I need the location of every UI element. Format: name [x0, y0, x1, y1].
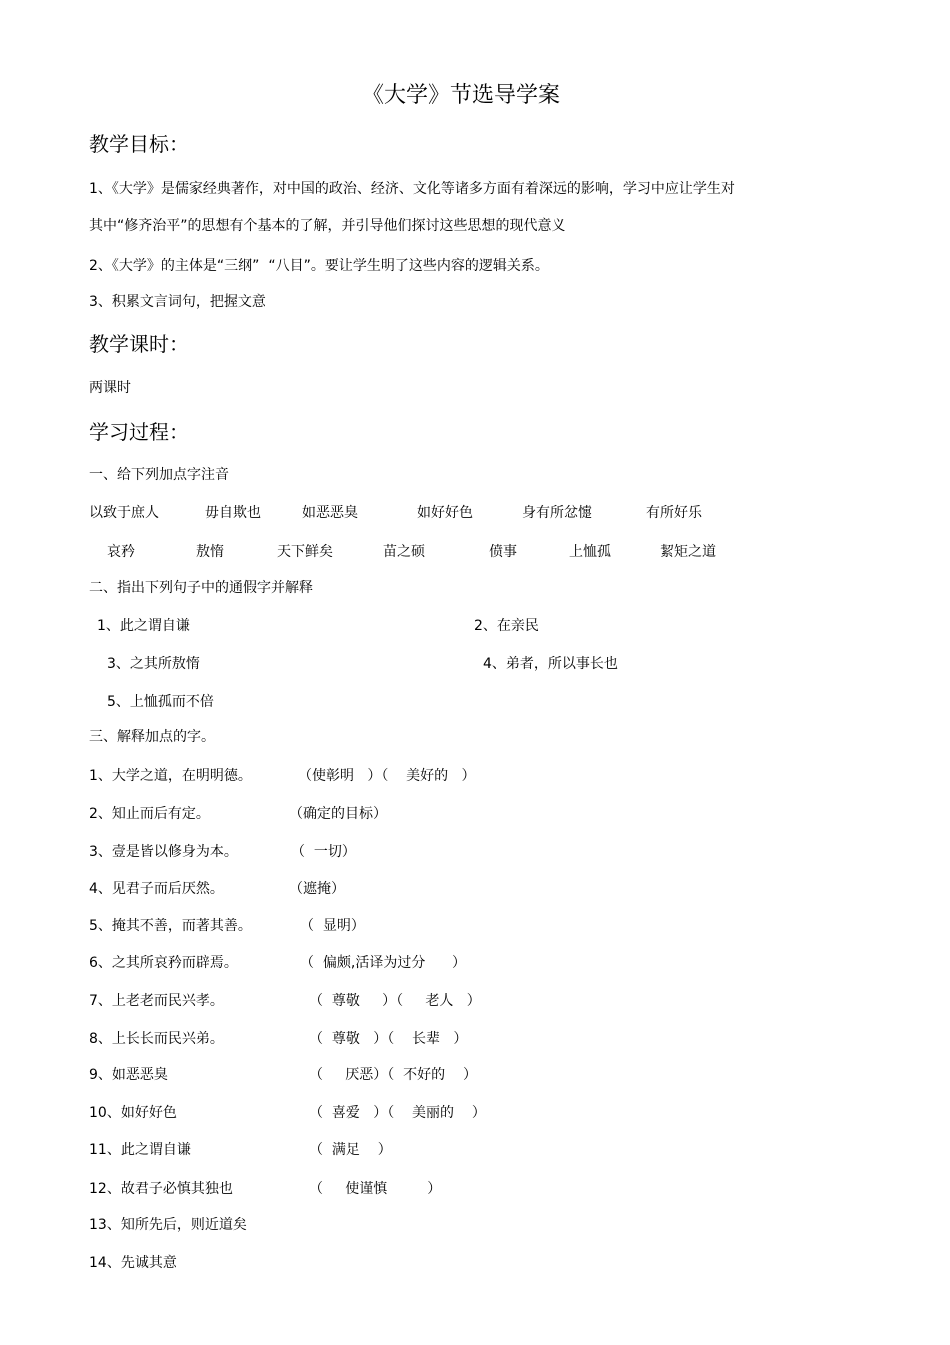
tongjia-item: 5、上恤孤而不倍	[107, 694, 214, 710]
pinyin-word: 上恤孤	[569, 544, 611, 560]
explain-question: 7、上老老而民兴孝。	[89, 993, 224, 1009]
explain-answer: （ 满足 ）	[309, 1142, 392, 1158]
explain-question: 13、知所先后，则近道矣	[89, 1217, 247, 1233]
tongjia-item: 2、在亲民	[474, 618, 539, 634]
tongjia-item: 1、此之谓自谦	[97, 618, 190, 634]
process-heading: 学习过程：	[89, 420, 189, 444]
explain-answer: （确定的目标）	[289, 806, 387, 822]
explain-question: 8、上长长而民兴弟。	[89, 1031, 224, 1047]
goal-3: 3、积累文言词句，把握文意	[89, 294, 266, 310]
explain-answer: （遮掩）	[289, 881, 345, 897]
goal-1-line-1: 1、《大学》是儒家经典著作，对中国的政治、经济、文化等诸多方面有着深远的影响，学习中应让学生对	[89, 181, 735, 197]
explain-question: 5、掩其不善，而著其善。	[89, 918, 252, 934]
pinyin-word: 天下鲜矣	[277, 544, 333, 560]
pinyin-word: 偾事	[489, 544, 517, 560]
explain-answer: （ 偏颇,活译为过分 ）	[300, 955, 467, 971]
explain-question: 12、故君子必慎其独也	[89, 1181, 233, 1197]
goal-2: 2、《大学》的主体是“三纲” “八目”。要让学生明了这些内容的逻辑关系。	[89, 258, 549, 274]
explain-answer: （使彰明 ）（ 美好的 ）	[298, 768, 476, 784]
pinyin-word: 絜矩之道	[660, 544, 716, 560]
explain-question: 3、壹是皆以修身为本。	[89, 844, 238, 860]
explain-question: 11、此之谓自谦	[89, 1142, 191, 1158]
explain-question: 9、如恶恶臭	[89, 1067, 168, 1083]
explain-answer: （ 喜爱 ）（ 美丽的 ）	[309, 1105, 486, 1121]
explain-answer: （ 厌恶）（ 不好的 ）	[309, 1067, 477, 1083]
tongjia-item: 3、之其所敖惰	[107, 656, 200, 672]
section-2-heading: 二、指出下列句子中的通假字并解释	[89, 580, 313, 596]
pinyin-word: 敖惰	[196, 544, 224, 560]
section-1-heading: 一、给下列加点字注音	[89, 467, 229, 483]
explain-answer: （ 一切）	[291, 844, 356, 860]
goal-1-line-2: 其中“修齐治平”的思想有个基本的了解，并引导他们探讨这些思想的现代意义	[89, 218, 566, 234]
pinyin-word: 苗之硕	[383, 544, 425, 560]
pinyin-word: 身有所忿懥	[522, 505, 592, 521]
explain-question: 6、之其所哀矜而辟焉。	[89, 955, 238, 971]
hours-heading: 教学课时：	[89, 332, 189, 356]
hours-text: 两课时	[89, 380, 131, 396]
pinyin-word: 如恶恶臭	[302, 505, 358, 521]
explain-question: 1、大学之道，在明明德。	[89, 768, 252, 784]
explain-question: 14、先诚其意	[89, 1255, 177, 1271]
doc-title: 《大学》节选导学案	[362, 83, 561, 108]
tongjia-item: 4、弟者，所以事长也	[483, 656, 618, 672]
pinyin-word: 哀矜	[107, 544, 135, 560]
section-3-heading: 三、解释加点的字。	[89, 729, 215, 745]
explain-question: 2、知止而后有定。	[89, 806, 210, 822]
explain-question: 10、如好好色	[89, 1105, 177, 1121]
explain-question: 4、见君子而后厌然。	[89, 881, 224, 897]
goals-heading: 教学目标：	[89, 132, 189, 156]
pinyin-word: 毋自欺也	[205, 505, 261, 521]
pinyin-word: 以致于庶人	[89, 505, 159, 521]
explain-answer: （ 使谨慎 ）	[309, 1181, 442, 1197]
explain-answer: （ 尊敬 ）（ 老人 ）	[309, 993, 481, 1009]
pinyin-word: 如好好色	[417, 505, 473, 521]
explain-answer: （ 显明）	[300, 918, 365, 934]
pinyin-word: 有所好乐	[646, 505, 702, 521]
explain-answer: （ 尊敬 ）（ 长辈 ）	[309, 1031, 468, 1047]
